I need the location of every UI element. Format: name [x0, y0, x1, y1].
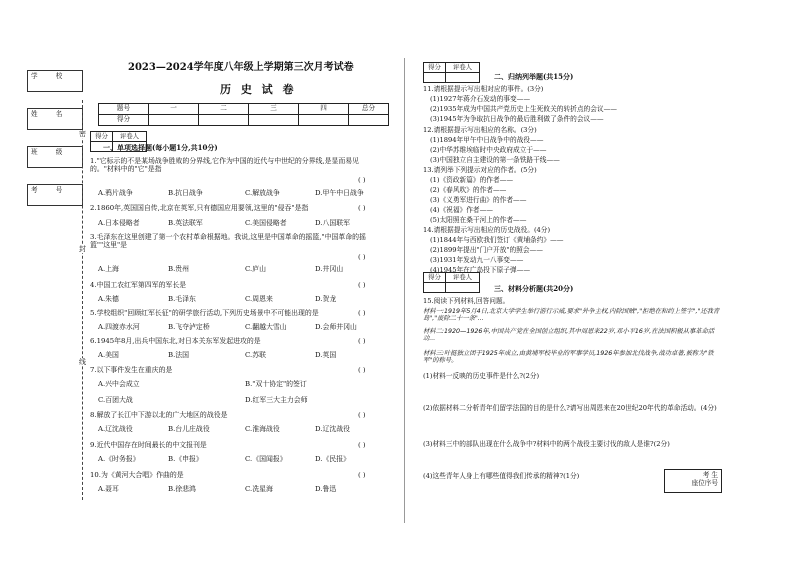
- score-input[interactable]: [199, 115, 249, 126]
- cell: 评卷人: [446, 63, 480, 73]
- option[interactable]: C.解放战争: [245, 189, 280, 197]
- answer-line[interactable]: (3)《义勇军进行曲》的作者——: [430, 196, 527, 204]
- option[interactable]: C.《国闻报》: [245, 455, 287, 463]
- question-line: 13.请列举下列提示对应的作者。(5分): [423, 166, 537, 174]
- cell: 三: [249, 104, 299, 115]
- answer-line[interactable]: (2)中华苏维埃临时中央政府成立于——: [430, 146, 547, 154]
- cell: 得分: [424, 273, 446, 283]
- score-input[interactable]: [249, 115, 299, 126]
- cell: 题号: [99, 104, 149, 115]
- answer-line[interactable]: (1)1927年蒋介石发动的事变——: [430, 95, 531, 103]
- column-divider: [404, 58, 405, 523]
- option[interactable]: B.台儿庄战役: [168, 425, 210, 433]
- question-line: 12.请根据提示写出相应的名称。(3分): [423, 126, 537, 134]
- grader-box-2: [423, 62, 480, 83]
- answer-line[interactable]: (3)1931年发动九一八事变——: [430, 256, 524, 264]
- question-stem: 3.毛泽东在这里创建了第一个农村革命根据地。我说,这里是中国革命的摇篮,"中国革命的摇篮""这里"是: [90, 233, 366, 249]
- seat-number-box[interactable]: [664, 469, 722, 493]
- cell[interactable]: [424, 73, 446, 83]
- cell: 一: [149, 104, 199, 115]
- option[interactable]: B.飞夺泸定桥: [168, 323, 210, 331]
- option[interactable]: B.贵州: [168, 265, 190, 273]
- answer-line[interactable]: (2)1935年成为中国共产党历史上生死攸关的转折点的会议——: [430, 105, 617, 113]
- option[interactable]: A.朱德: [98, 295, 119, 303]
- option[interactable]: B.抗日战争: [168, 189, 203, 197]
- question-line: 14.请根据提示写出相应的历史战役。(4分): [423, 226, 551, 234]
- cell: 评卷人: [113, 132, 147, 142]
- option[interactable]: C.美国侵略者: [245, 219, 287, 227]
- answer-line[interactable]: (1)《资政新篇》的作者——: [430, 176, 514, 184]
- option[interactable]: A.聂耳: [98, 485, 119, 493]
- material: 材料三:叶挺独立团于1925年成立,由黄埔军校毕业的军事学员,1926年参加北伐战争,战功卓著,被称为"铁军"的称号。: [423, 350, 714, 365]
- question-line: 15.阅读下列材料,回答问题。: [423, 297, 510, 305]
- question-stem: 7.以下事件发生在重庆的是: [90, 366, 173, 374]
- cell: 得分: [91, 132, 113, 142]
- option[interactable]: D.《民报》: [315, 455, 351, 463]
- option[interactable]: B.《申报》: [168, 455, 203, 463]
- seat-label: 考 生: [702, 471, 718, 479]
- answer-paren[interactable]: ( ): [358, 471, 366, 479]
- seal-char: 密: [79, 130, 86, 138]
- answer-paren[interactable]: ( ): [358, 176, 366, 184]
- question-stem: 1."它标示的不是某场战争胜败的分界线,它作为中国的近代与中世纪的分界线,是显而易见的。"材料中的"它"是指: [90, 157, 360, 173]
- number-field[interactable]: 考 号: [27, 184, 83, 206]
- option[interactable]: D.红军三大主力会师: [245, 396, 308, 404]
- option[interactable]: A.美国: [98, 351, 119, 359]
- cell: 二: [199, 104, 249, 115]
- answer-paren[interactable]: ( ): [358, 366, 366, 374]
- option[interactable]: A.日本侵略者: [98, 219, 140, 227]
- option[interactable]: B.法国: [168, 351, 190, 359]
- cell[interactable]: [446, 73, 480, 83]
- option[interactable]: C.庐山: [245, 265, 266, 273]
- option[interactable]: B."双十协定"的签订: [245, 380, 307, 388]
- option[interactable]: D.鲁迅: [315, 485, 337, 493]
- option[interactable]: B.英法联军: [168, 219, 203, 227]
- score-table: [98, 103, 389, 126]
- answer-paren[interactable]: ( ): [358, 337, 366, 345]
- grader-box-3: [423, 272, 480, 293]
- option[interactable]: D.会师井冈山: [315, 323, 357, 331]
- option[interactable]: D.井冈山: [315, 265, 344, 273]
- cell: 总分: [349, 104, 389, 115]
- answer-paren[interactable]: ( ): [358, 441, 366, 449]
- cell: 得分: [99, 115, 149, 126]
- option[interactable]: D.辽沈战役: [315, 425, 351, 433]
- score-input[interactable]: [299, 115, 349, 126]
- section-title: 一、单项选择题(每小题1分,共10分): [103, 143, 218, 152]
- cell: 得分: [424, 63, 446, 73]
- option[interactable]: A.上海: [98, 265, 119, 273]
- score-input[interactable]: [349, 115, 389, 126]
- question-stem: 6.1945年8月,出兵中国东北,对日本关东军发起进攻的是: [90, 337, 261, 345]
- answer-line[interactable]: (2)1899年提出"门户开放"的照会——: [430, 246, 543, 254]
- question-line: 11.请根据提示写出相对应的事件。(3分): [423, 85, 544, 93]
- question-line: (2)依据材料二分析青年们留学法国的目的是什么?请写出周恩来在20世纪20年代的革命活动。(4分): [423, 404, 717, 412]
- score-input[interactable]: [149, 115, 199, 126]
- answer-line[interactable]: (1)1894年甲午中日战争中的战役——: [430, 136, 544, 144]
- question-line: (1)材料一反映的历史事件是什么?(2分): [423, 372, 540, 380]
- section-title: 三、材料分析题(共20分): [494, 284, 574, 293]
- answer-line[interactable]: (4)《祝福》作者——: [430, 206, 493, 214]
- answer-line[interactable]: (5)太阳照在桑干河上的作者——: [430, 216, 527, 224]
- answer-line[interactable]: (2)《春风吹》的作者——: [430, 186, 507, 194]
- exam-title: 2023—2024学年度八年级上学期第三次月考试卷: [128, 62, 354, 73]
- question-line: (4)这些青年人身上有哪些值得我们传承的精神?(1分): [423, 472, 580, 480]
- option[interactable]: C.淮海战役: [245, 425, 280, 433]
- question-stem: 9.近代中国存在时间最长的中文报刊是: [90, 441, 207, 449]
- exam-subject: 历 史 试 卷: [220, 83, 297, 96]
- answer-paren[interactable]: ( ): [358, 309, 366, 317]
- class-field[interactable]: 班 级: [27, 146, 83, 168]
- answer-paren[interactable]: ( ): [358, 411, 366, 419]
- option[interactable]: A.兴中会成立: [98, 380, 140, 388]
- question-line: (3)材料三中的部队出现在什么战争中?材料中的两个战役主要讨伐的敌人是谁?(2分): [423, 440, 670, 448]
- name-field[interactable]: 姓 名: [27, 108, 83, 130]
- cell[interactable]: [424, 283, 446, 293]
- option[interactable]: A.鸦片战争: [98, 189, 133, 197]
- option[interactable]: D.贺龙: [315, 295, 337, 303]
- option[interactable]: B.徐悲鸿: [168, 485, 196, 493]
- question-stem: 2.1860年,英国国自传,北京在英军,只有德国应用要领,这里的"侵吞"是指: [90, 204, 309, 212]
- seal-char: 封: [79, 245, 86, 253]
- answer-line[interactable]: (4)1945年在广岛投下原子弹——: [430, 266, 531, 274]
- section-title: 二、归纳列举题(共15分): [494, 72, 574, 81]
- option[interactable]: A.辽沈战役: [98, 425, 133, 433]
- seal-char: 线: [79, 358, 86, 366]
- answer-paren[interactable]: ( ): [358, 204, 366, 212]
- seat-label: 座位序号: [691, 478, 718, 487]
- cell[interactable]: [446, 283, 480, 293]
- cell: 四: [299, 104, 349, 115]
- option[interactable]: C.周恩来: [245, 295, 273, 303]
- option[interactable]: B.毛泽东: [168, 295, 196, 303]
- question-stem: 10.为《黄河大合唱》作曲的是: [90, 471, 184, 479]
- option[interactable]: C.翻越大雪山: [245, 323, 287, 331]
- option[interactable]: C.百团大战: [98, 396, 133, 404]
- answer-line[interactable]: (1)1844年与西欧我们签订《黄埔条约》——: [430, 236, 564, 244]
- answer-line[interactable]: (3)1945年为争取抗日战争的最后胜利做了条件的会议——: [430, 115, 604, 123]
- answer-paren[interactable]: ( ): [358, 253, 366, 261]
- material: 材料二:1920—1926年,中国共产党在全国创立组织,其中周恩来22岁,邓小平16岁,在法国积极从事革命活动...: [423, 328, 715, 343]
- option[interactable]: A.四渡赤水河: [98, 323, 140, 331]
- material: 材料一:1919年5月4日,北京大学学生举行游行示威,要求"外争主权,内除国贼","拒绝在和约上签字","还我青岛","废除二十一条"...: [423, 308, 720, 323]
- school-field[interactable]: 学 校: [27, 70, 83, 92]
- option[interactable]: C.冼星海: [245, 485, 273, 493]
- option[interactable]: A.《时务报》: [98, 455, 140, 463]
- question-stem: 8.解放了长江中下游以北的广大地区的战役是: [90, 411, 228, 419]
- option[interactable]: D.甲午中日战争: [315, 189, 364, 197]
- option[interactable]: D.八国联军: [315, 219, 351, 227]
- answer-paren[interactable]: ( ): [358, 281, 366, 289]
- question-stem: 5.学校组织"回顾红军长征"的研学旅行活动,下列历史场景中不可能出现的是: [90, 309, 319, 317]
- option[interactable]: D.英国: [315, 351, 337, 359]
- option[interactable]: C.苏联: [245, 351, 266, 359]
- cell: 评卷人: [446, 273, 480, 283]
- question-stem: 4.中国工农红军第四军的军长是: [90, 281, 187, 289]
- seal-line: [82, 100, 83, 500]
- answer-line[interactable]: (3)中国独立自主建设的第一条铁路干线——: [430, 156, 560, 164]
